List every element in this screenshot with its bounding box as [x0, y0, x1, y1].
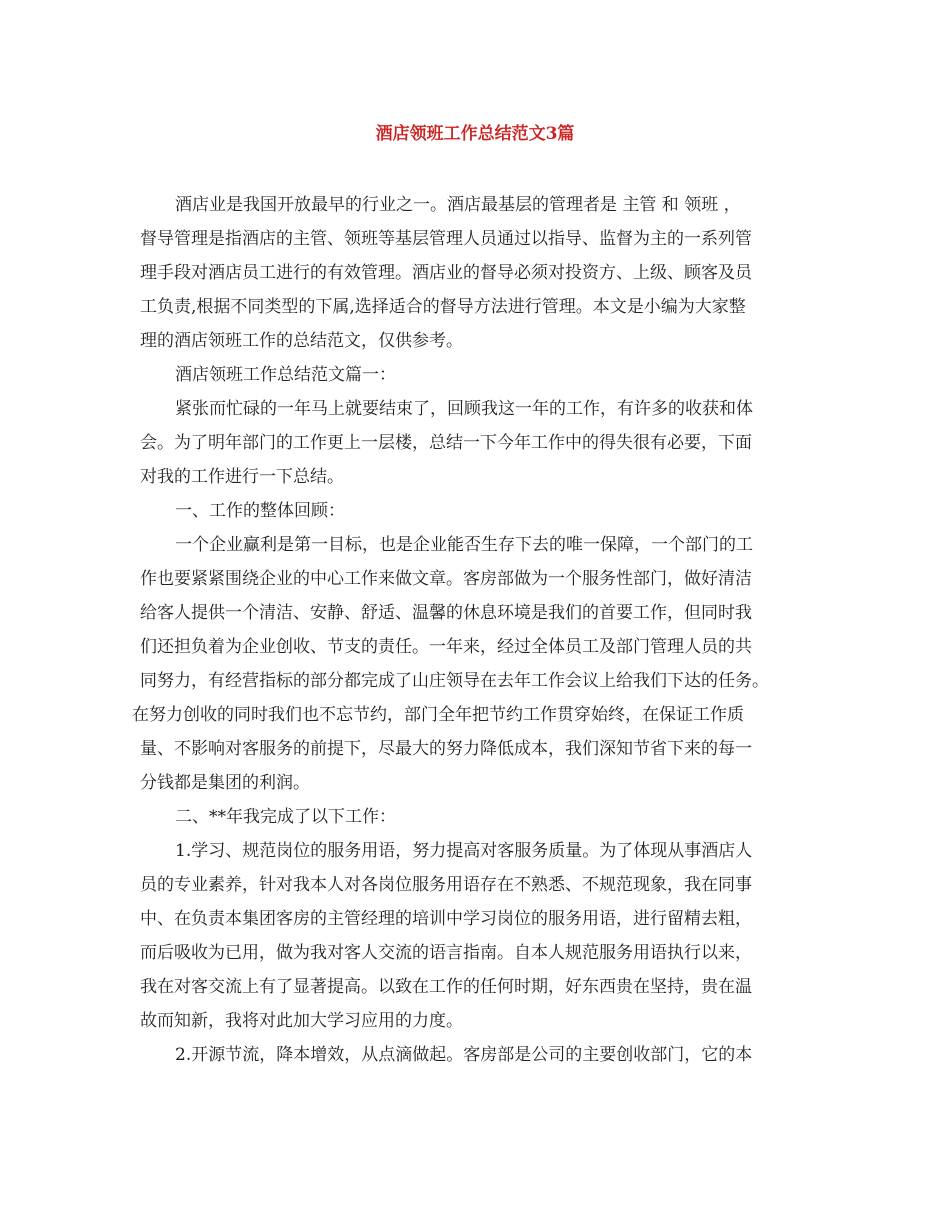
paragraph-line: 1.学习、规范岗位的服务用语，努力提高对客服务质量。为了体现从事酒店人 — [175, 841, 753, 861]
paragraph-line: 们还担负着为企业创收、节支的责任。一年来，经过全体员工及部门管理人员的共 — [140, 637, 752, 657]
paragraph-line: 中、在负责本集团客房的主管经理的培训中学习岗位的服务用语，进行留精去粗， — [140, 909, 752, 929]
paragraph-line: 故而知新，我将对此加大学习应用的力度。 — [140, 1011, 463, 1031]
paragraph-line: 作也要紧紧围绕企业的中心工作来做文章。客房部做为一个服务性部门，做好清洁 — [140, 569, 752, 589]
section-heading: 二、**年我完成了以下工作： — [175, 807, 396, 827]
paragraph-line: 紧张而忙碌的一年马上就要结束了，回顾我这一年的工作，有许多的收获和体 — [175, 399, 753, 419]
paragraph-line: 同努力，有经营指标的部分都完成了山庄领导在去年工作会议上给我们下达的任务。 — [140, 671, 769, 691]
paragraph-line: 2.开源节流，降本增效，从点滴做起。客房部是公司的主要创收部门，它的本 — [175, 1045, 753, 1065]
paragraph-line: 员的专业素养，针对我本人对各岗位服务用语存在不熟悉、不规范现象，我在同事 — [140, 875, 752, 895]
paragraph-line: 分钱都是集团的利润。 — [140, 773, 310, 793]
paragraph-line: 工负责,根据不同类型的下属,选择适合的督导方法进行管理。本文是小编为大家整 — [140, 297, 746, 317]
paragraph-line: 理手段对酒店员工进行的有效管理。酒店业的督导必须对投资方、上级、顾客及员 — [140, 263, 752, 283]
paragraph-line: 理的酒店领班工作的总结范文，仅供参考。 — [140, 331, 463, 351]
paragraph-line: 对我的工作进行一下总结。 — [140, 467, 344, 487]
paragraph-line: 量、不影响对客服务的前提下，尽最大的努力降低成本，我们深知节省下来的每一 — [140, 739, 752, 759]
paragraph-line: 会。为了明年部门的工作更上一层楼，总结一下今年工作中的得失很有必要，下面 — [140, 433, 752, 453]
document-body — [132, 188, 840, 1072]
document-title: 酒店领班工作总结范文3篇 — [375, 124, 575, 144]
paragraph-line: 我在对客交流上有了显著提高。以致在工作的任何时期，好东西贵在坚持，贵在温 — [140, 977, 752, 997]
paragraph-line: 而后吸收为已用，做为我对客人交流的语言指南。自本人规范服务用语执行以来， — [140, 943, 752, 963]
paragraph-line: 酒店业是我国开放最早的行业之一。酒店最基层的管理者是 主管 和 领班 ， — [175, 195, 741, 215]
paragraph-line: 给客人提供一个清洁、安静、舒适、温馨的休息环境是我们的首要工作，但同时我 — [140, 603, 752, 623]
paragraph-line: 督导管理是指酒店的主管、领班等基层管理人员通过以指导、监督为主的一系列管 — [140, 229, 752, 249]
paragraph-line: 一个企业赢利是第一目标，也是企业能否生存下去的唯一保障，一个部门的工 — [175, 535, 753, 555]
paragraph-line: 在努力创收的同时我们也不忘节约，部门全年把节约工作贯穿始终，在保证工作质 — [132, 705, 744, 725]
section-heading: 酒店领班工作总结范文篇一： — [175, 365, 396, 385]
section-heading: 一、工作的整体回顾： — [175, 501, 345, 521]
